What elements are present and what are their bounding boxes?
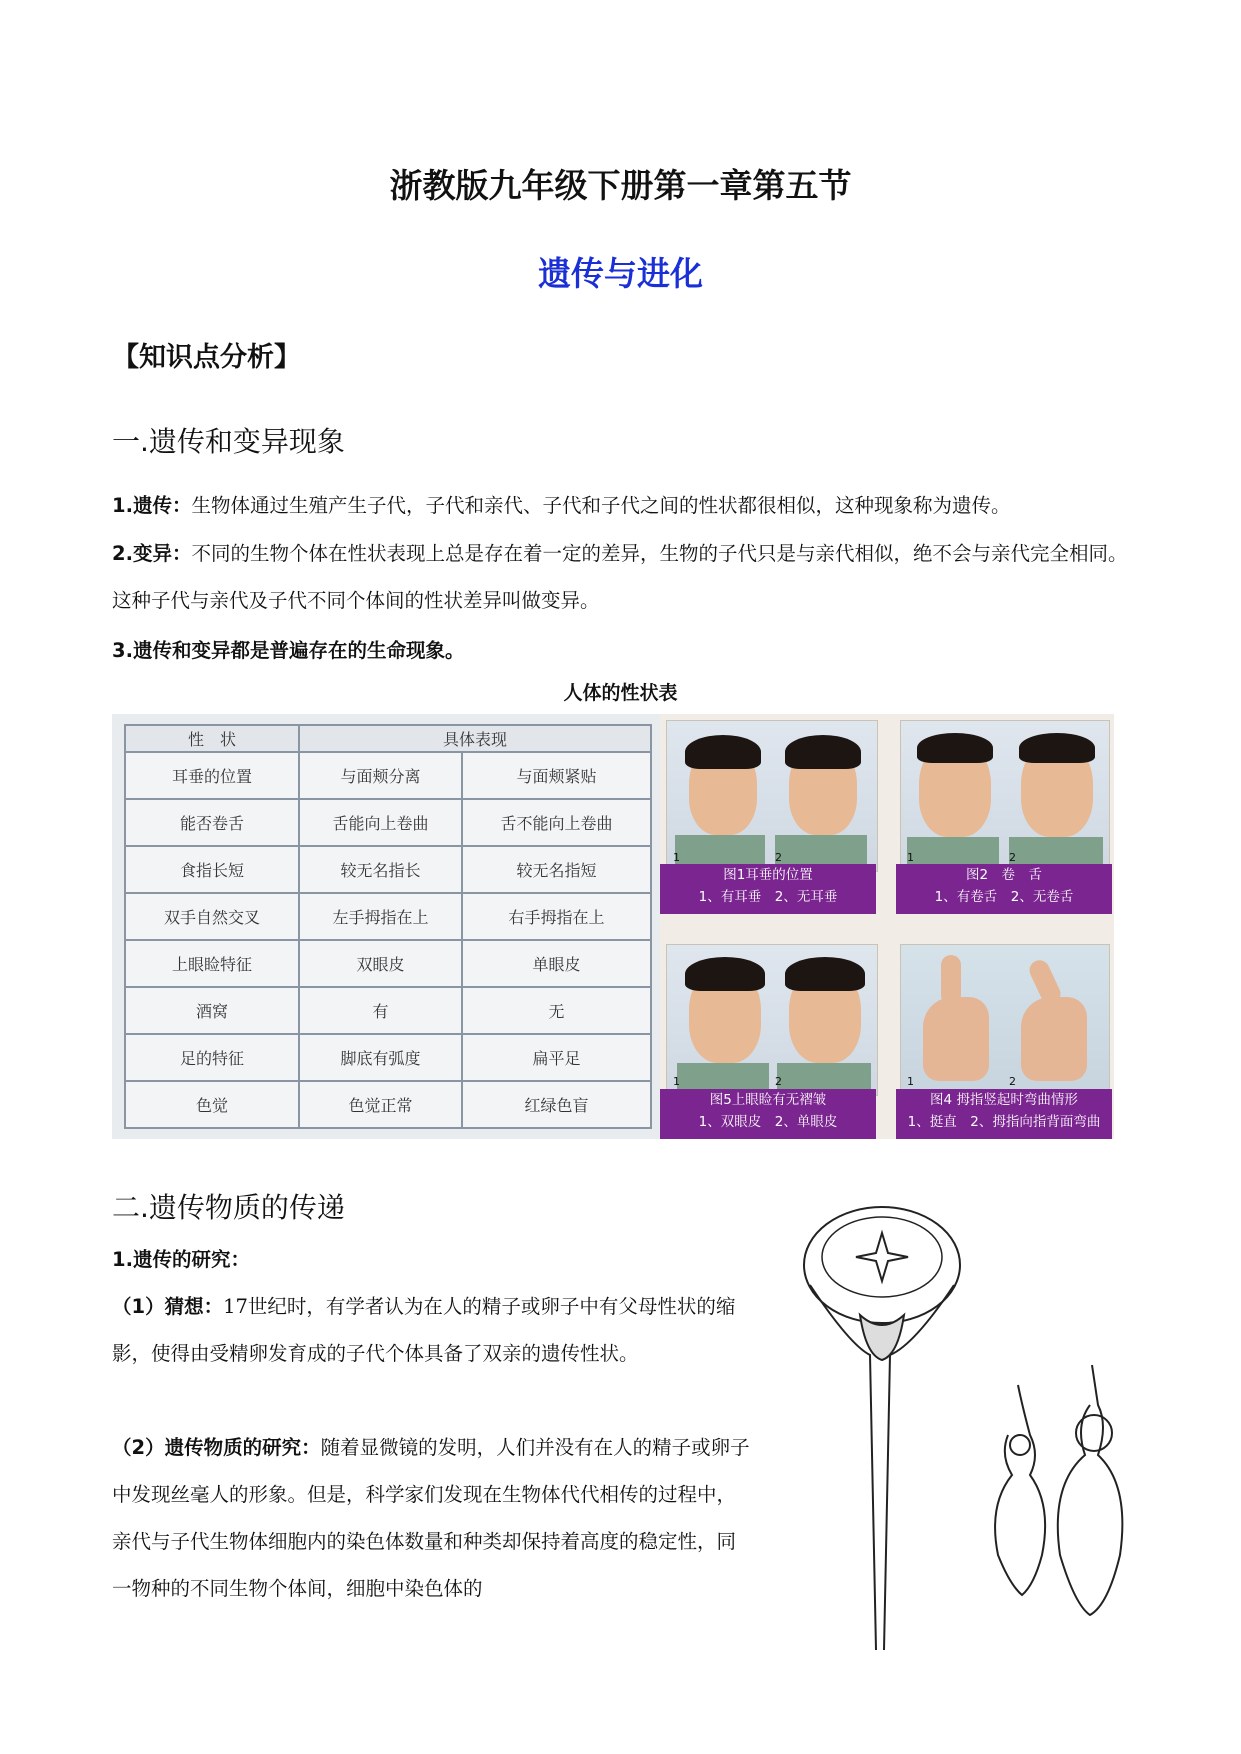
hypothesis-label: （1）猜想： <box>112 1295 224 1318</box>
header-expression: 具体表现 <box>299 725 651 752</box>
table-row <box>125 1081 651 1128</box>
photo-marker: 2 <box>1009 851 1016 864</box>
caption-line: 1、有耳垂 2、无耳垂 <box>698 889 838 905</box>
variation-text: 不同的生物个体在性状表现上总是存在着一定的差异，生物的子代只是与亲代相似，绝不会与亲代完全相同。这种子代与亲代及子代不同个体间的性状差异叫做变异。 <box>112 542 1128 612</box>
table-cell: 足的特征 <box>125 1034 299 1081</box>
hair-shape <box>917 733 993 763</box>
caption-line: 1、挺直 2、拇指向指背面弯曲 <box>907 1114 1101 1130</box>
caption-line: 图4 拇指竖起时弯曲情形 <box>930 1092 1078 1108</box>
table-cell: 酒窝 <box>125 987 299 1034</box>
section2-heading: 二.遗传物质的传递 <box>112 1191 345 1224</box>
table-cell: 舌能向上卷曲 <box>299 799 462 846</box>
table-row <box>125 752 651 799</box>
research-label: 1.遗传的研究： <box>112 1248 250 1271</box>
hair-shape <box>685 957 765 991</box>
hair-shape <box>1019 733 1095 763</box>
variation-label: 2.变异： <box>112 542 192 565</box>
caption-line: 图1耳垂的位置 <box>723 867 813 883</box>
table-cell: 双眼皮 <box>299 940 462 987</box>
small-figure-head <box>1010 1435 1030 1455</box>
thumb-shape <box>941 955 961 1005</box>
trait-table-figure <box>112 714 662 1139</box>
hand-shape <box>923 997 989 1081</box>
table-cell: 色觉正常 <box>299 1081 462 1128</box>
hair-shape <box>785 957 865 991</box>
trait-photos-figure <box>660 714 1114 1139</box>
table-cell: 能否卷舌 <box>125 799 299 846</box>
photo-marker: 1 <box>673 851 680 864</box>
caption-line: 图5上眼睑有无褶皱 <box>709 1092 827 1108</box>
photo-tongue <box>900 720 1110 872</box>
caption-line: 1、有卷舌 2、无卷舌 <box>934 889 1074 905</box>
table-cell: 舌不能向上卷曲 <box>462 799 651 846</box>
table-cell: 单眼皮 <box>462 940 651 987</box>
table-cell: 右手拇指在上 <box>462 893 651 940</box>
table-cell: 脚底有弧度 <box>299 1034 462 1081</box>
universal-statement: 3.遗传和变异都是普遍存在的生命现象。 <box>112 639 465 662</box>
table-cell: 较无名指长 <box>299 846 462 893</box>
large-figure <box>1058 1365 1123 1615</box>
table-row <box>125 846 651 893</box>
photo-marker: 2 <box>1009 1075 1016 1088</box>
table-row <box>125 893 651 940</box>
table-cell: 有 <box>299 987 462 1034</box>
photo-marker: 1 <box>907 1075 914 1088</box>
genetic-material-text: 随着显微镜的发明，人们并没有在人的精子或卵子中发现丝毫人的形象。但是，科学家们发现在生物体代代相传的过程中，亲代与子代生物体细胞内的染色体数量和种类却保持着高度的稳定性，同一物种的不同生物个体间，细胞中染色体的 <box>112 1436 750 1600</box>
homunculus-illustration <box>790 1205 1135 1655</box>
table-row <box>125 799 651 846</box>
document-title: 浙教版九年级下册第一章第五节 <box>389 166 852 205</box>
photo-marker: 1 <box>907 851 914 864</box>
table-cell: 食指长短 <box>125 846 299 893</box>
heredity-definition <box>112 482 1132 529</box>
research-heading <box>112 1236 752 1283</box>
trait-table <box>124 724 652 1129</box>
hair-shape <box>785 735 861 769</box>
table-cell: 上眼睑特征 <box>125 940 299 987</box>
hair-shape <box>685 735 761 769</box>
hypothesis-text: 17世纪时，有学者认为在人的精子或卵子中有父母性状的缩影，使得由受精卵发育成的子代个体具备了双亲的遗传性状。 <box>112 1295 736 1365</box>
hypothesis-paragraph <box>112 1283 752 1377</box>
section1-heading: 一.遗传和变异现象 <box>112 425 345 458</box>
caption-fig5 <box>660 1089 876 1139</box>
table-cell: 红绿色盲 <box>462 1081 651 1128</box>
caption-line: 图2 卷 舌 <box>965 867 1043 883</box>
table-cell: 较无名指短 <box>462 846 651 893</box>
table-cell: 与面颊紧贴 <box>462 752 651 799</box>
caption-fig2 <box>896 864 1112 914</box>
photo-marker: 1 <box>673 1075 680 1088</box>
table-cell: 扁平足 <box>462 1034 651 1081</box>
small-figure <box>995 1385 1045 1595</box>
photo-marker: 2 <box>775 1075 782 1088</box>
star-mark <box>856 1233 908 1281</box>
photo-thumb <box>900 944 1110 1096</box>
photo-marker: 2 <box>775 851 782 864</box>
table-row <box>125 940 651 987</box>
genetic-material-label: （2）遗传物质的研究： <box>112 1436 321 1459</box>
header-trait: 性 状 <box>125 725 299 752</box>
heredity-label: 1.遗传： <box>112 494 192 517</box>
table-row <box>125 1034 651 1081</box>
photo-eyelid <box>666 944 878 1096</box>
table-cell: 双手自然交叉 <box>125 893 299 940</box>
genetic-material-paragraph <box>112 1424 752 1612</box>
caption-fig1 <box>660 864 876 914</box>
table-cell: 左手拇指在上 <box>299 893 462 940</box>
table-cell: 色觉 <box>125 1081 299 1128</box>
table-cell: 耳垂的位置 <box>125 752 299 799</box>
thumb-shape <box>1026 957 1064 1007</box>
table-cell: 与面颊分离 <box>299 752 462 799</box>
variation-definition <box>112 530 1132 624</box>
hand-shape <box>1021 997 1087 1081</box>
caption-line: 1、双眼皮 2、单眼皮 <box>698 1114 838 1130</box>
table-cell: 无 <box>462 987 651 1034</box>
photo-earlobe <box>666 720 878 872</box>
document-subtitle: 遗传与进化 <box>538 254 703 293</box>
table-row <box>125 987 651 1034</box>
caption-fig4 <box>896 1089 1112 1139</box>
table-caption: 人体的性状表 <box>563 682 678 704</box>
knowledge-heading: 【知识点分析】 <box>112 342 301 373</box>
heredity-text: 生物体通过生殖产生子代，子代和亲代、子代和子代之间的性状都很相似，这种现象称为遗传。 <box>191 494 1011 517</box>
